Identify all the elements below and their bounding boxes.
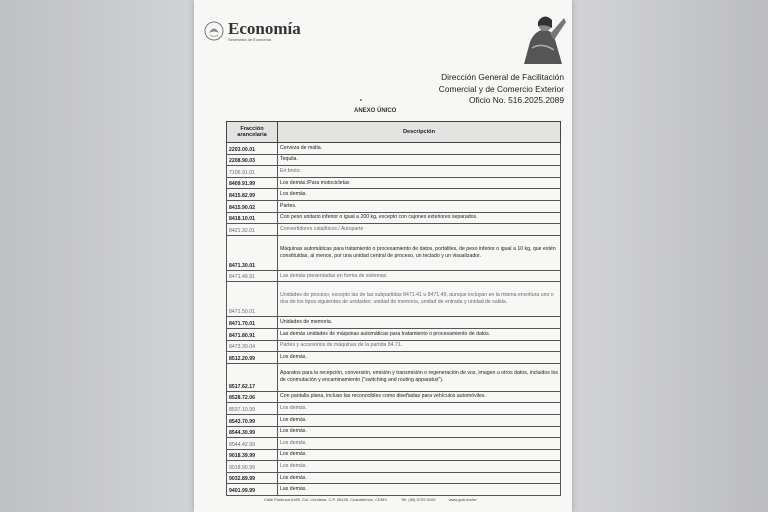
fraction-code: 8512.20.99 <box>227 352 278 364</box>
fraction-code: 8471.30.01 <box>227 235 278 270</box>
table-row <box>227 472 561 484</box>
table-row <box>227 224 561 236</box>
table-row <box>227 189 561 201</box>
table-row <box>227 235 561 270</box>
description-cell: Los demás. <box>278 414 561 426</box>
document-page <box>194 0 572 512</box>
fraction-code: 8544.30.99 <box>227 426 278 438</box>
heroine-figure-icon <box>520 12 566 64</box>
description-cell: Unidades de memoria. <box>278 317 561 329</box>
fraction-code: 2208.90.03 <box>227 154 278 166</box>
description-cell: Los demás. <box>278 438 561 450</box>
description-cell: Unidades de proceso, excepto las de las subpartidas 8471.41 u 8471.49, aunque incluyan en la misma envoltura uno o dos de los tipos siguientes de unidades: unidad de memoria, unidad de entrada y unidad de salida. <box>278 282 561 317</box>
description-cell: Los demás. <box>278 472 561 484</box>
fraction-code: 8537.10.99 <box>227 403 278 415</box>
description-cell: Los demás. <box>278 403 561 415</box>
background-right <box>568 0 768 512</box>
table-row <box>227 143 561 155</box>
background-left <box>0 0 195 512</box>
description-cell: Los demás. <box>278 189 561 201</box>
description-cell: Máquinas automáticas para tratamiento o procesamiento de datos, portátiles, de peso inferior o igual a 10 kg, que estén constituidas, al menos, por una unidad central de proceso, un teclado y un visualizador. <box>278 235 561 270</box>
brand-subtitle: Secretaría de Economía <box>228 36 272 42</box>
table-row <box>227 340 561 352</box>
fraction-code: 8543.70.99 <box>227 414 278 426</box>
table-row <box>227 414 561 426</box>
description-cell: Con pantalla plana, incluso las reconocibles como diseñadas para vehículos automóviles. <box>278 391 561 403</box>
footer-web: www.gob.mx/se <box>448 497 477 502</box>
fraction-code: 8471.80.91 <box>227 328 278 340</box>
description-cell: Con peso unitario inferior o igual a 200 kg, excepto con cajones exteriores separados. <box>278 212 561 224</box>
footer-phone: Tel: (55) 5729 9100 <box>401 497 436 502</box>
economia-logo <box>204 20 301 42</box>
table-row <box>227 403 561 415</box>
table-row <box>227 449 561 461</box>
table-row <box>227 363 561 391</box>
fraction-code: 9032.89.99 <box>227 472 278 484</box>
brand-title: Economía <box>228 18 301 38</box>
table-row <box>227 282 561 317</box>
table-row <box>227 317 561 329</box>
document-header <box>439 72 564 107</box>
fraction-code: 8517.62.17 <box>227 363 278 391</box>
description-cell: Las demás unidades de máquinas automáticas para tratamiento o procesamiento de datos. <box>278 328 561 340</box>
table-row <box>227 200 561 212</box>
header-line-1: Dirección General de Facilitación <box>441 72 564 82</box>
description-cell: Cerveza de malta. <box>278 143 561 155</box>
table-row <box>227 484 561 496</box>
table-row <box>227 328 561 340</box>
footer-address: Calle Pachuca #189, Col. Condesa, C.P. 06140, Cuauhtémoc, CDMX. <box>264 497 388 502</box>
table-row <box>227 154 561 166</box>
description-cell: Los demás./Para motocicletas <box>278 177 561 189</box>
description-cell: Los demás. <box>278 449 561 461</box>
table-row <box>227 212 561 224</box>
description-cell: Partes y accesorios de máquinas de la partida 84.71. <box>278 340 561 352</box>
description-cell: En bruto. <box>278 166 561 178</box>
fraction-code: 8471.50.01 <box>227 282 278 317</box>
description-cell: Las demás. <box>278 484 561 496</box>
table-row <box>227 352 561 364</box>
table-row <box>227 461 561 473</box>
annex-title: ANEXO ÚNICO <box>354 108 397 114</box>
header-line-3: Oficio No. 516.2025.2089 <box>469 95 564 105</box>
fraction-code: 9018.90.99 <box>227 461 278 473</box>
fraction-code: 8415.82.99 <box>227 189 278 201</box>
fraction-code: 7106.91.01 <box>227 166 278 178</box>
table-row <box>227 177 561 189</box>
fraction-code: 8471.49.91 <box>227 270 278 282</box>
description-cell: Tequila. <box>278 154 561 166</box>
fraction-code: 8528.72.06 <box>227 391 278 403</box>
table-row <box>227 166 561 178</box>
document-footer <box>264 497 489 502</box>
fraction-code: 8409.91.99 <box>227 177 278 189</box>
fraction-code: 2203.00.01 <box>227 143 278 155</box>
table-row <box>227 426 561 438</box>
table-row <box>227 391 561 403</box>
fraction-code: 8544.42.99 <box>227 438 278 450</box>
description-cell: Las demás presentadas en forma de sistemas. <box>278 270 561 282</box>
column-header-description: Descripción <box>278 122 561 143</box>
coat-of-arms-icon <box>204 20 224 42</box>
fraction-code: 8473.30.04 <box>227 340 278 352</box>
fraction-code: 8418.10.01 <box>227 212 278 224</box>
description-cell: Convertidores catalíticos./ Autoparte <box>278 224 561 236</box>
fraction-code: 8421.32.01 <box>227 224 278 236</box>
description-cell: Los demás. <box>278 352 561 364</box>
fraction-code: 9401.99.99 <box>227 484 278 496</box>
description-cell: Los demás. <box>278 426 561 438</box>
table-row <box>227 270 561 282</box>
column-header-fraction: Fracción arancelaria <box>227 122 278 143</box>
description-cell: Partes. <box>278 200 561 212</box>
tariff-table <box>226 121 561 496</box>
table-row <box>227 438 561 450</box>
dot-mark <box>360 99 362 101</box>
fraction-code: 9018.39.99 <box>227 449 278 461</box>
fraction-code: 8471.70.01 <box>227 317 278 329</box>
description-cell: Aparatos para la recepción, conversión, emisión y transmisión o regeneración de voz, imagen u otros datos, incluidos los de conmutación y encaminamiento ("switching and routing apparatus"). <box>278 363 561 391</box>
fraction-code: 8415.90.02 <box>227 200 278 212</box>
description-cell: Los demás. <box>278 461 561 473</box>
header-line-2: Comercial y de Comercio Exterior <box>438 83 564 94</box>
